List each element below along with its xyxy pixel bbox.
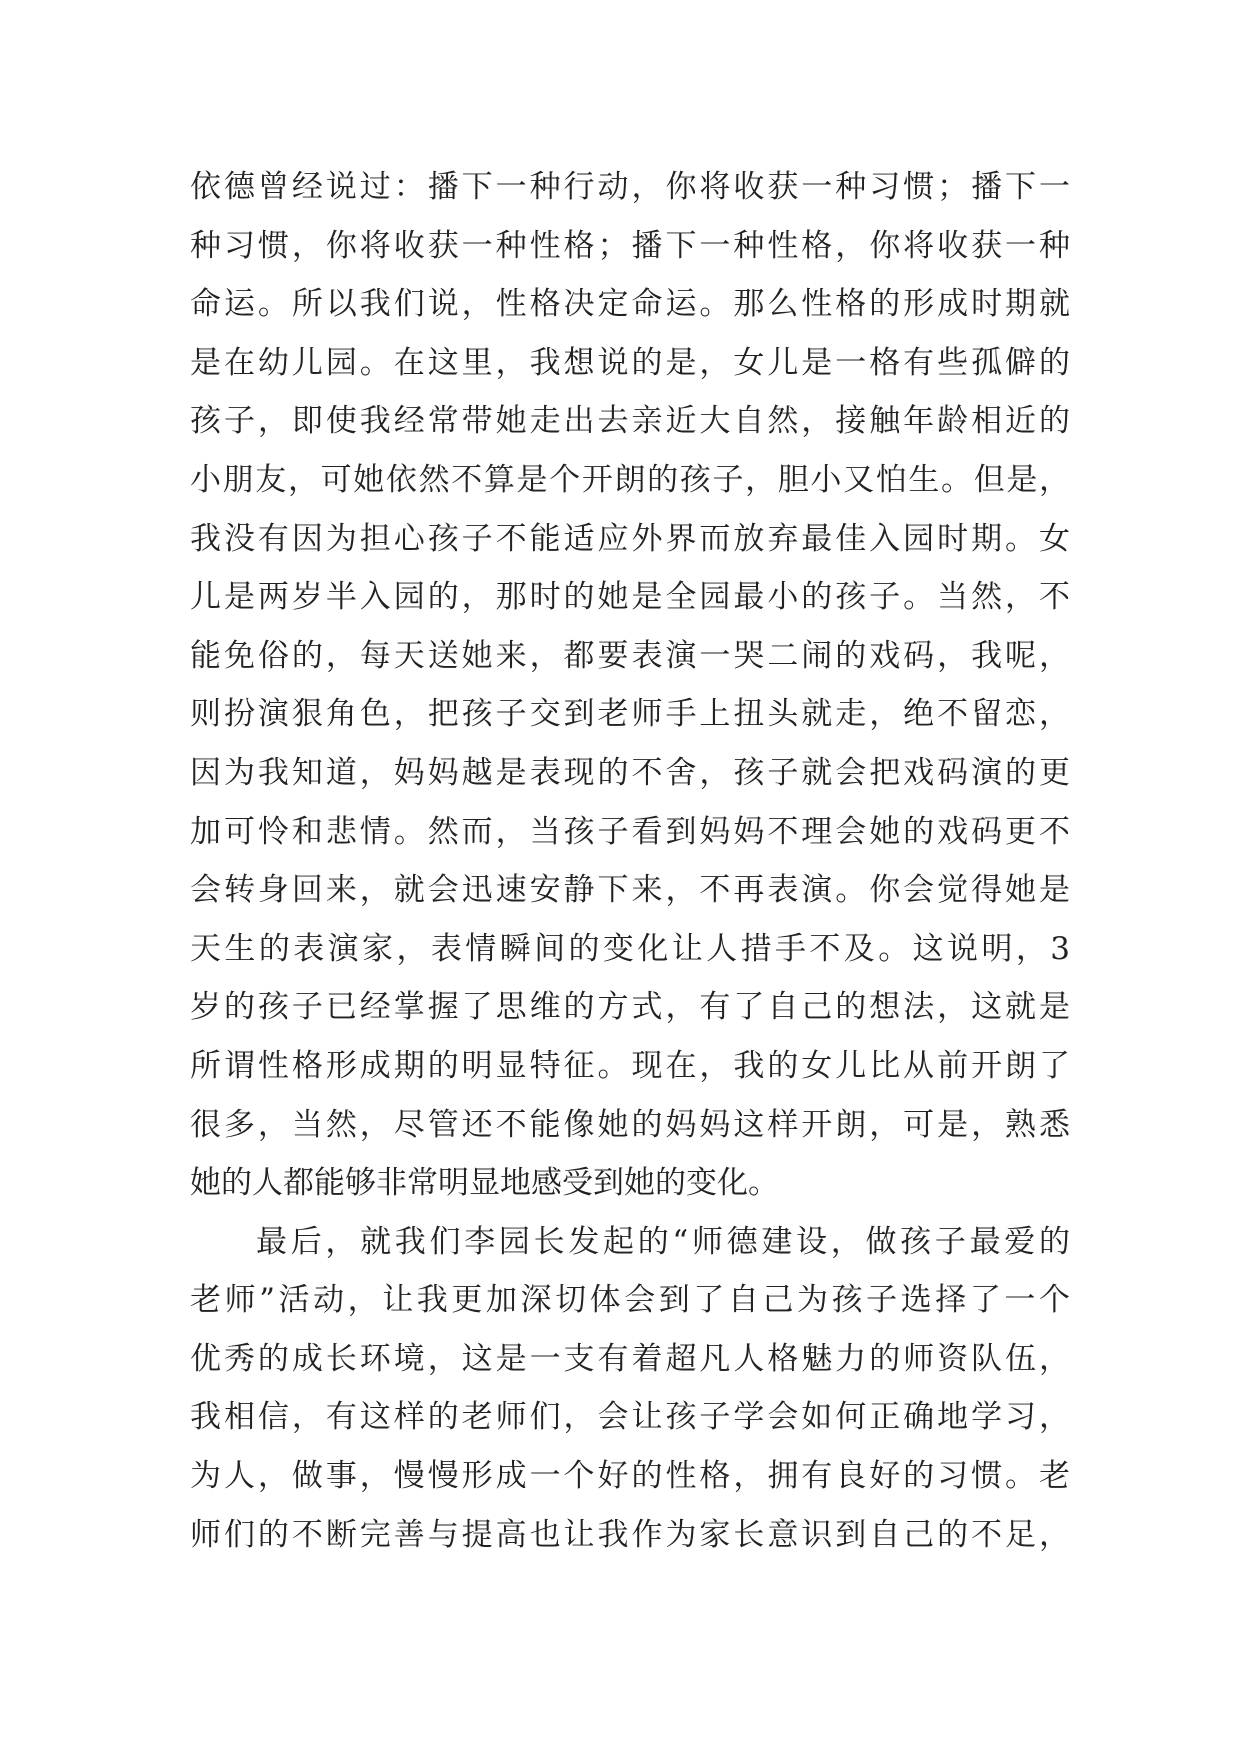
text-line: 加可怜和悲情。然而，当孩子看到妈妈不理会她的戏码更不 [190,813,1070,850]
text-line: 优秀的成长环境，这是一支有着超凡人格魅力的师资队伍， [190,1340,1070,1377]
text-line: 老师”活动，让我更加深切体会到了自己为孩子选择了一个 [190,1282,1070,1319]
text-line: 小朋友，可她依然不算是个开朗的孩子，胆小又怕生。但是， [190,461,1070,498]
paragraph [190,158,1070,1213]
text-line: 岁的孩子已经掌握了思维的方式，有了自己的想法，这就是 [190,989,1070,1026]
body-text [190,158,1070,1564]
text-line: 孩子，即使我经常带她走出去亲近大自然，接触年龄相近的 [190,403,1070,440]
paragraph [190,1213,1070,1565]
text-line: 种习惯，你将收获一种性格；播下一种性格，你将收获一种 [190,227,1070,264]
text-line: 为人，做事，慢慢形成一个好的性格，拥有良好的习惯。老 [190,1458,1070,1495]
text-line: 因为我知道，妈妈越是表现的不舍，孩子就会把戏码演的更 [190,754,1070,791]
text-line: 则扮演狠角色，把孩子交到老师手上扭头就走，绝不留恋， [190,696,1070,733]
text-line: 会转身回来，就会迅速安静下来，不再表演。你会觉得她是 [190,872,1070,909]
text-line: 她的人都能够非常明显地感受到她的变化。 [190,1165,779,1202]
text-line: 天生的表演家，表情瞬间的变化让人措手不及。这说明，3 [190,930,1070,967]
text-line: 最后，就我们李园长发起的“师德建设，做孩子最爱的 [256,1223,1070,1260]
text-line: 所谓性格形成期的明显特征。现在，我的女儿比从前开朗了 [190,1047,1070,1084]
text-line: 依德曾经说过：播下一种行动，你将收获一种习惯；播下一 [190,169,1070,205]
text-line: 能免俗的，每天送她来，都要表演一哭二闹的戏码，我呢， [190,637,1070,674]
text-line: 儿是两岁半入园的，那时的她是全园最小的孩子。当然，不 [190,579,1070,616]
text-line: 是在幼儿园。在这里，我想说的是，女儿是一格有些孤僻的 [190,344,1070,381]
text-line: 很多，当然，尽管还不能像她的妈妈这样开朗，可是，熟悉 [190,1106,1070,1143]
text-line: 命运。所以我们说，性格决定命运。那么性格的形成时期就 [190,286,1070,323]
text-line: 我没有因为担心孩子不能适应外界而放弃最佳入园时期。女 [190,520,1070,557]
text-line: 我相信，有这样的老师们，会让孩子学会如何正确地学习， [190,1399,1070,1436]
text-line: 师们的不断完善与提高也让我作为家长意识到自己的不足， [190,1516,1070,1553]
